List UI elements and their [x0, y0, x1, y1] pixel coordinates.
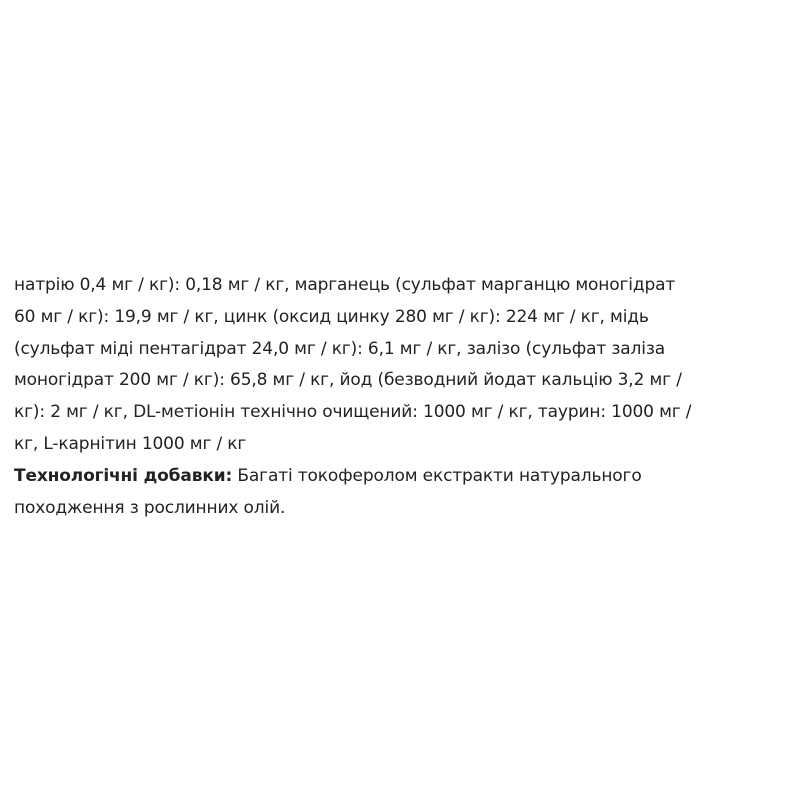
- ingredients-line-1: натрію 0,4 мг / кг): 0,18 мг / кг, марганець (сульфат марганцю моногідрат: [14, 275, 676, 295]
- additives-line-1: [14, 461, 800, 493]
- ingredients-line-3: (сульфат міді пентагідрат 24,0 мг / кг): 6,1 мг / кг, залізо (сульфат заліза: [14, 338, 665, 359]
- ingredients-line-2: 60 мг / кг): 19,9 мг / кг, цинк (оксид цинку 280 мг / кг): 224 мг / кг, мідь: [14, 306, 649, 327]
- ingredients-line-6: кг, L-карнітин 1000 мг / кг: [14, 433, 247, 454]
- ingredients-line-5: кг): 2 мг / кг, DL-метіонін технічно очищений: 1000 мг / кг, таурин: 1000 мг /: [14, 402, 692, 423]
- ingredients-line-4: моногідрат 200 мг / кг): 65,8 мг / кг, йод (безводний йодат кальцію 3,2 мг /: [14, 370, 682, 391]
- additives-text: Багаті токоферолом екстракти натурального: [232, 465, 642, 486]
- additives-line-2: походження з рослинних олій.: [14, 497, 286, 518]
- additives-label: Технологічні добавки:: [14, 465, 233, 486]
- product-description: [14, 270, 800, 524]
